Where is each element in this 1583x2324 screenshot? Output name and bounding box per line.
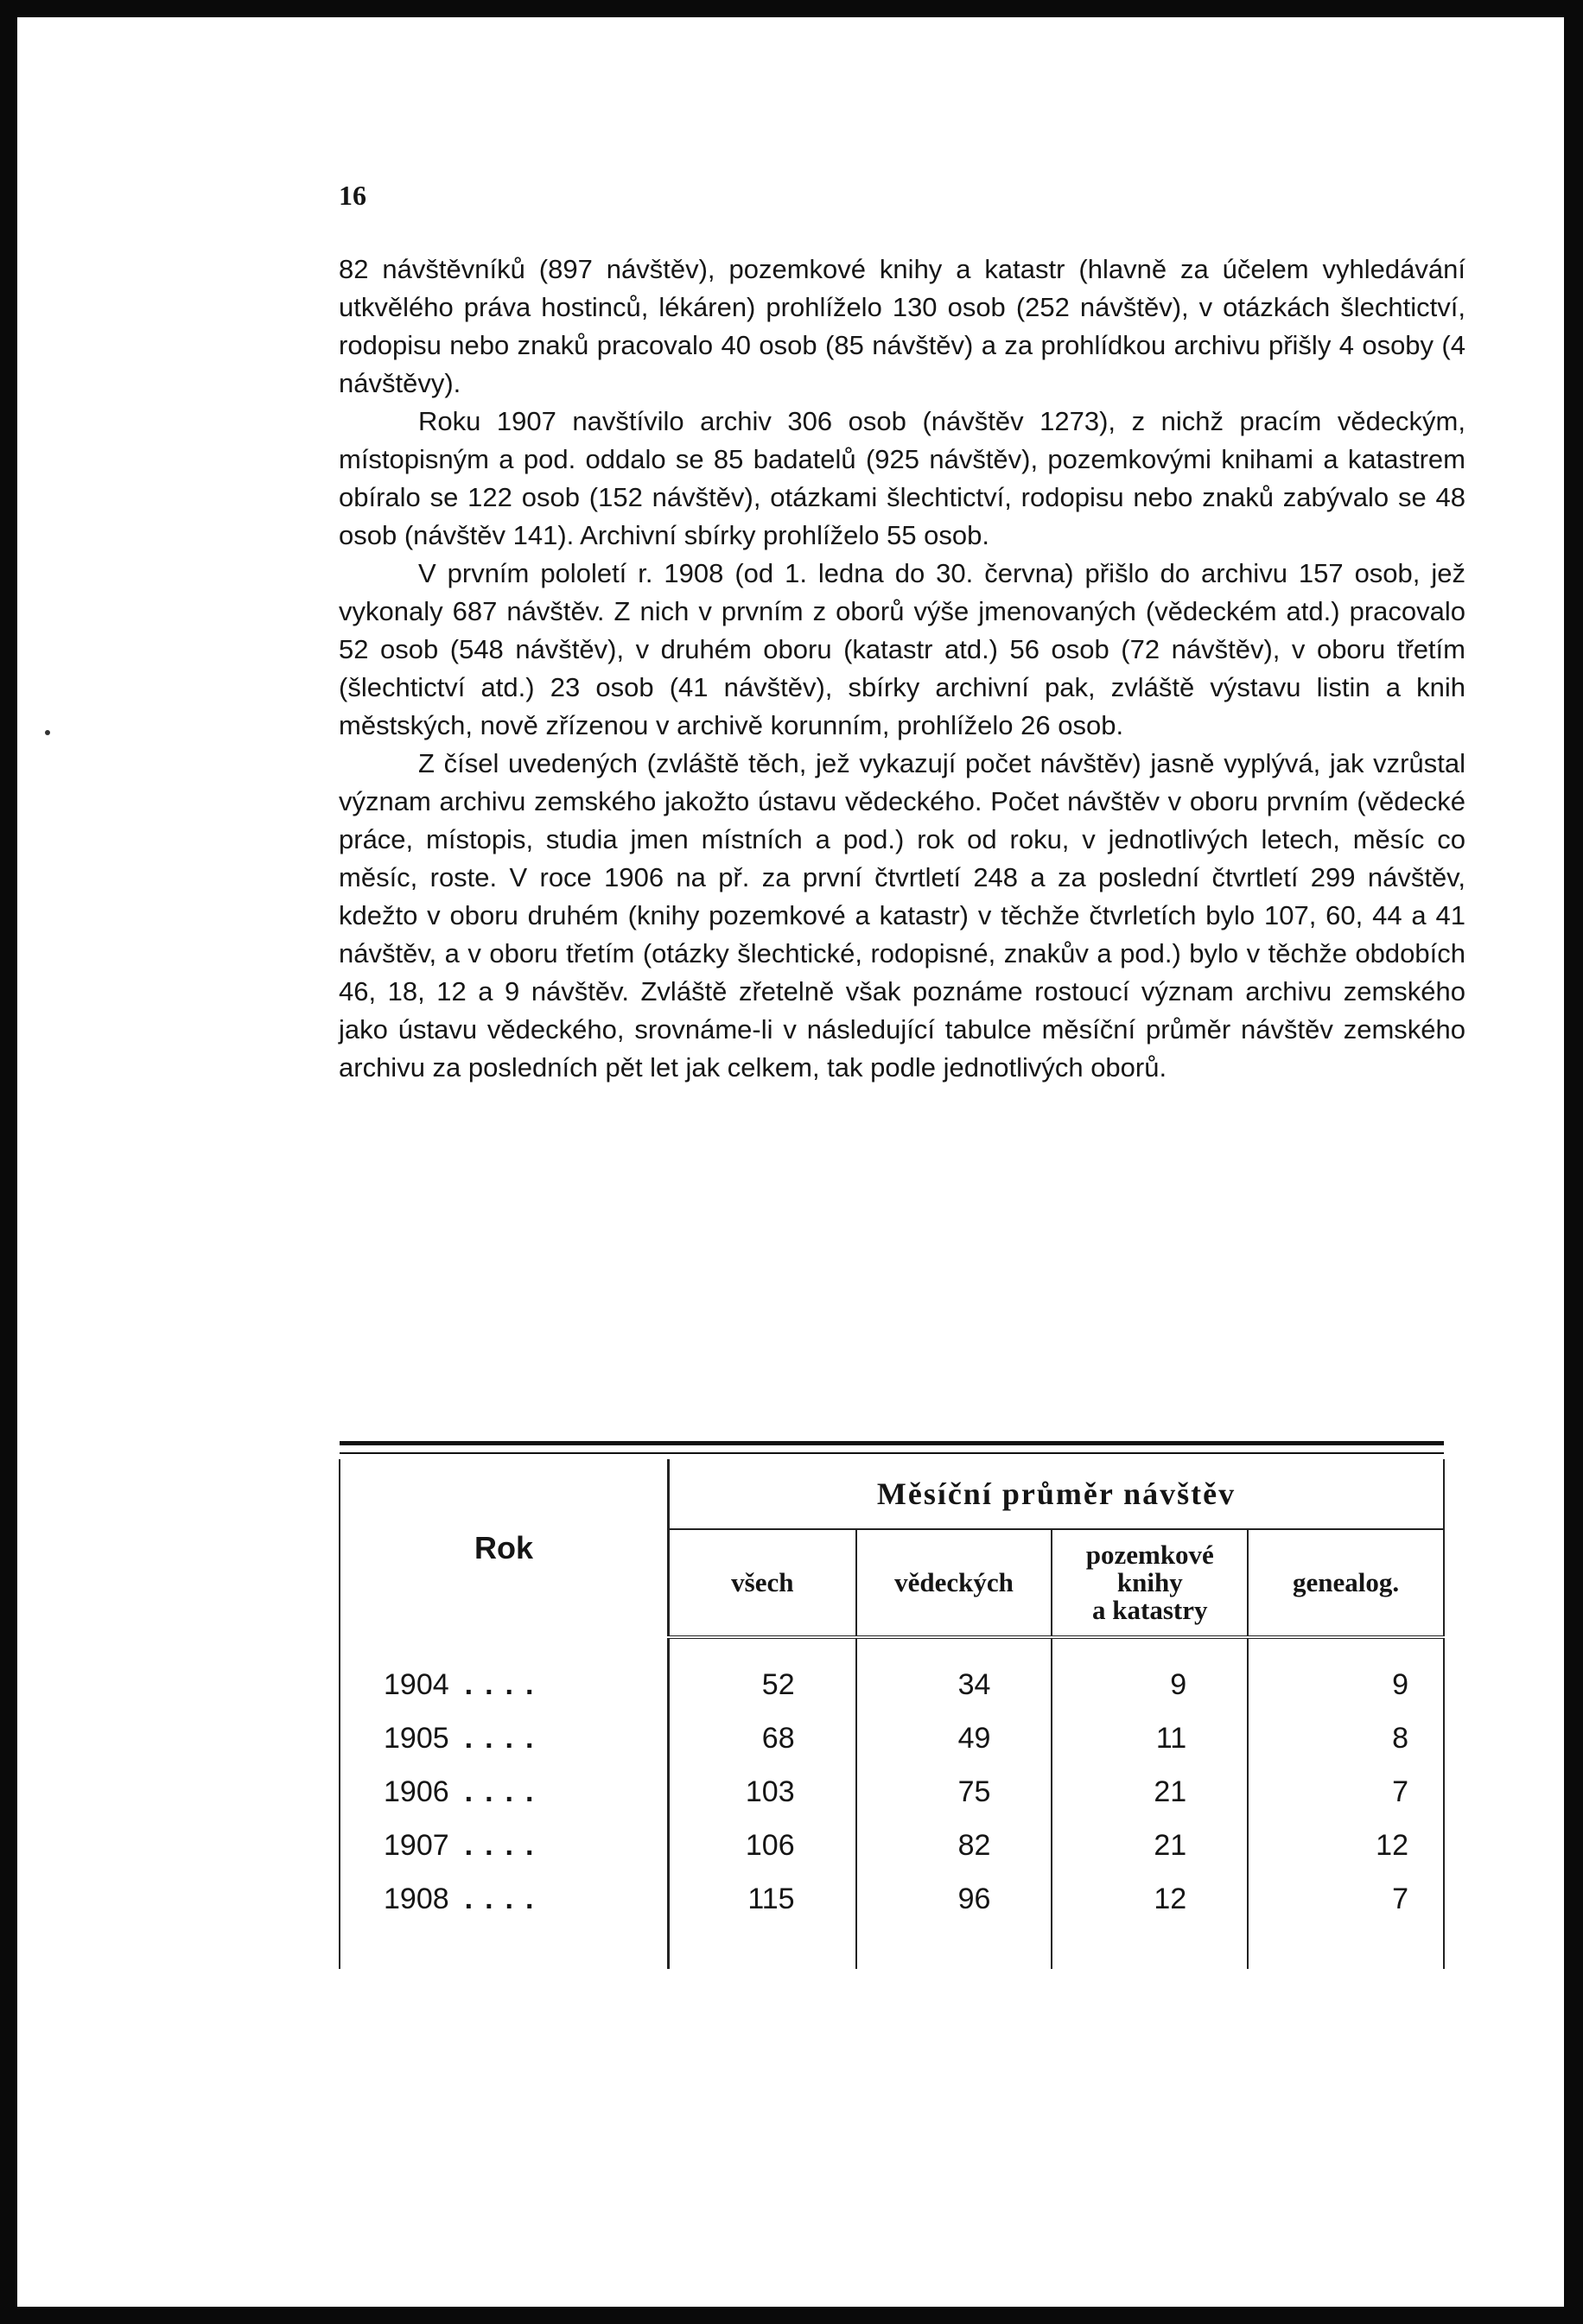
pozemkove-line-1: pozemkové xyxy=(1085,1540,1214,1570)
year-value: 1907 xyxy=(384,1828,449,1862)
year-cell xyxy=(340,1872,669,1926)
pozemkove-cell: 12 xyxy=(1052,1872,1248,1926)
pozemkove-cell: 9 xyxy=(1052,1658,1248,1711)
year-cell xyxy=(340,1711,669,1765)
pozemkove-line-2: knihy xyxy=(1116,1567,1183,1597)
table-row xyxy=(340,1819,1444,1872)
vedeckych-cell: 82 xyxy=(856,1819,1052,1872)
year-column-header: Rok xyxy=(340,1459,669,1637)
table-row xyxy=(340,1765,1444,1819)
document-page xyxy=(17,17,1564,2307)
genealog-cell: 9 xyxy=(1248,1658,1444,1711)
paragraph-4: Z čísel uvedených (zvláště těch, jež vykazují počet návštěv) jasně vyplývá, jak vzrůstal význam archivu zemského jakožto ústavu vědeckého. Počet návštěv v oboru prvním (vědecké práce, místopis, studia jmen místních a pod.) rok od roku, v jednotlivých letech, měsíc co měsíc, roste. V roce 1906 na př. za první čtvrtletí 248 a za poslední čtvrtletí 299 návštěv, kdežto v oboru druhém (knihy pozemkové a katastr) v těchže čtvrletích bylo 107, 60, 44 a 41 návštěv, a v oboru třetím (otázky šlechtické, rodopisné, znakův a pod.) bylo v těchže obdobích 46, 18, 12 a 9 návštěv. Zvláště zřetelně však poznáme rostoucí význam archivu zemského jako ústavu vědeckého, srovnáme-li v následující tabulce měsíční průměr návštěv zemského archivu za posledních pět let jak celkem, tak podle jednotlivých oborů. xyxy=(339,748,1465,1083)
vedeckych-cell: 75 xyxy=(856,1765,1052,1819)
column-header-pozemkove xyxy=(1052,1529,1248,1637)
year-value: 1908 xyxy=(384,1882,449,1915)
table-row xyxy=(340,1872,1444,1926)
vsech-cell: 52 xyxy=(669,1658,856,1711)
vedeckych-cell: 49 xyxy=(856,1711,1052,1765)
scan-speck xyxy=(45,730,50,735)
year-cell xyxy=(340,1819,669,1872)
body-text xyxy=(339,251,1465,1087)
year-value: 1906 xyxy=(384,1775,449,1808)
column-header-vsech: všech xyxy=(669,1529,856,1637)
table-row xyxy=(340,1711,1444,1765)
monthly-average-header: Měsíční průměr návštěv xyxy=(669,1459,1444,1529)
genealog-cell: 12 xyxy=(1248,1819,1444,1872)
leader-dots: .... xyxy=(464,1882,546,1915)
genealog-cell: 8 xyxy=(1248,1711,1444,1765)
vsech-cell: 103 xyxy=(669,1765,856,1819)
leader-dots: .... xyxy=(464,1721,546,1755)
leader-dots: .... xyxy=(464,1667,546,1701)
page-number: 16 xyxy=(339,180,366,211)
genealog-cell: 7 xyxy=(1248,1765,1444,1819)
leader-dots: .... xyxy=(464,1828,546,1862)
paragraph-2: Roku 1907 navštívilo archiv 306 osob (návštěv 1273), z nichž pracím vědeckým, místopisným a pod. oddalo se 85 badatelů (925 návštěv), pozemkovými knihami a katastrem obíralo se 122 osob (152 návštěv), otázkami šlechtictví, rodopisu nebo znaků zabývalo se 48 osob (návštěv 141). Archivní sbírky prohlíželo 55 osob. xyxy=(339,406,1465,550)
paragraph-3: V prvním pololetí r. 1908 (od 1. ledna do 30. června) přišlo do archivu 157 osob, jež vykonaly 687 návštěv. Z nich v prvním z oborů výše jmenovaných (vědeckém atd.) pracovalo 52 osob (548 návštěv), v druhém oboru (katastr atd.) 56 osob (72 návštěv), v oboru třetím (šlechtictví atd.) 23 osob (41 návštěv), sbírky archivní pak, zvláště výstavu listin a knih městských, nově zřízenou v archivě korunním, prohlíželo 26 osob. xyxy=(339,558,1465,740)
vsech-cell: 106 xyxy=(669,1819,856,1872)
genealog-cell: 7 xyxy=(1248,1872,1444,1926)
year-value: 1905 xyxy=(384,1721,449,1755)
vedeckych-cell: 34 xyxy=(856,1658,1052,1711)
vsech-cell: 68 xyxy=(669,1711,856,1765)
year-cell xyxy=(340,1658,669,1711)
paragraph-1: 82 návštěvníků (897 návštěv), pozemkové knihy a katastr (hlavně za účelem vyhledávání utkvělého práva hostinců, lékáren) prohlíželo 130 osob (252 návštěv), v otázkách šlechtictví, rodopisu nebo znaků pracovalo 40 osob (85 návštěv) a za prohlídkou archivu přišly 4 osoby (4 návštěvy). xyxy=(339,254,1465,398)
column-header-genealog: genealog. xyxy=(1248,1529,1444,1637)
pozemkove-line-3: a katastry xyxy=(1092,1595,1208,1625)
table-row xyxy=(340,1658,1444,1711)
pozemkove-cell: 11 xyxy=(1052,1711,1248,1765)
visits-table xyxy=(339,1441,1445,1969)
vedeckych-cell: 96 xyxy=(856,1872,1052,1926)
vsech-cell: 115 xyxy=(669,1872,856,1926)
year-cell xyxy=(340,1765,669,1819)
pozemkove-cell: 21 xyxy=(1052,1819,1248,1872)
column-header-vedeckych: vědeckých xyxy=(856,1529,1052,1637)
leader-dots: .... xyxy=(464,1775,546,1808)
pozemkove-cell: 21 xyxy=(1052,1765,1248,1819)
year-value: 1904 xyxy=(384,1667,449,1701)
